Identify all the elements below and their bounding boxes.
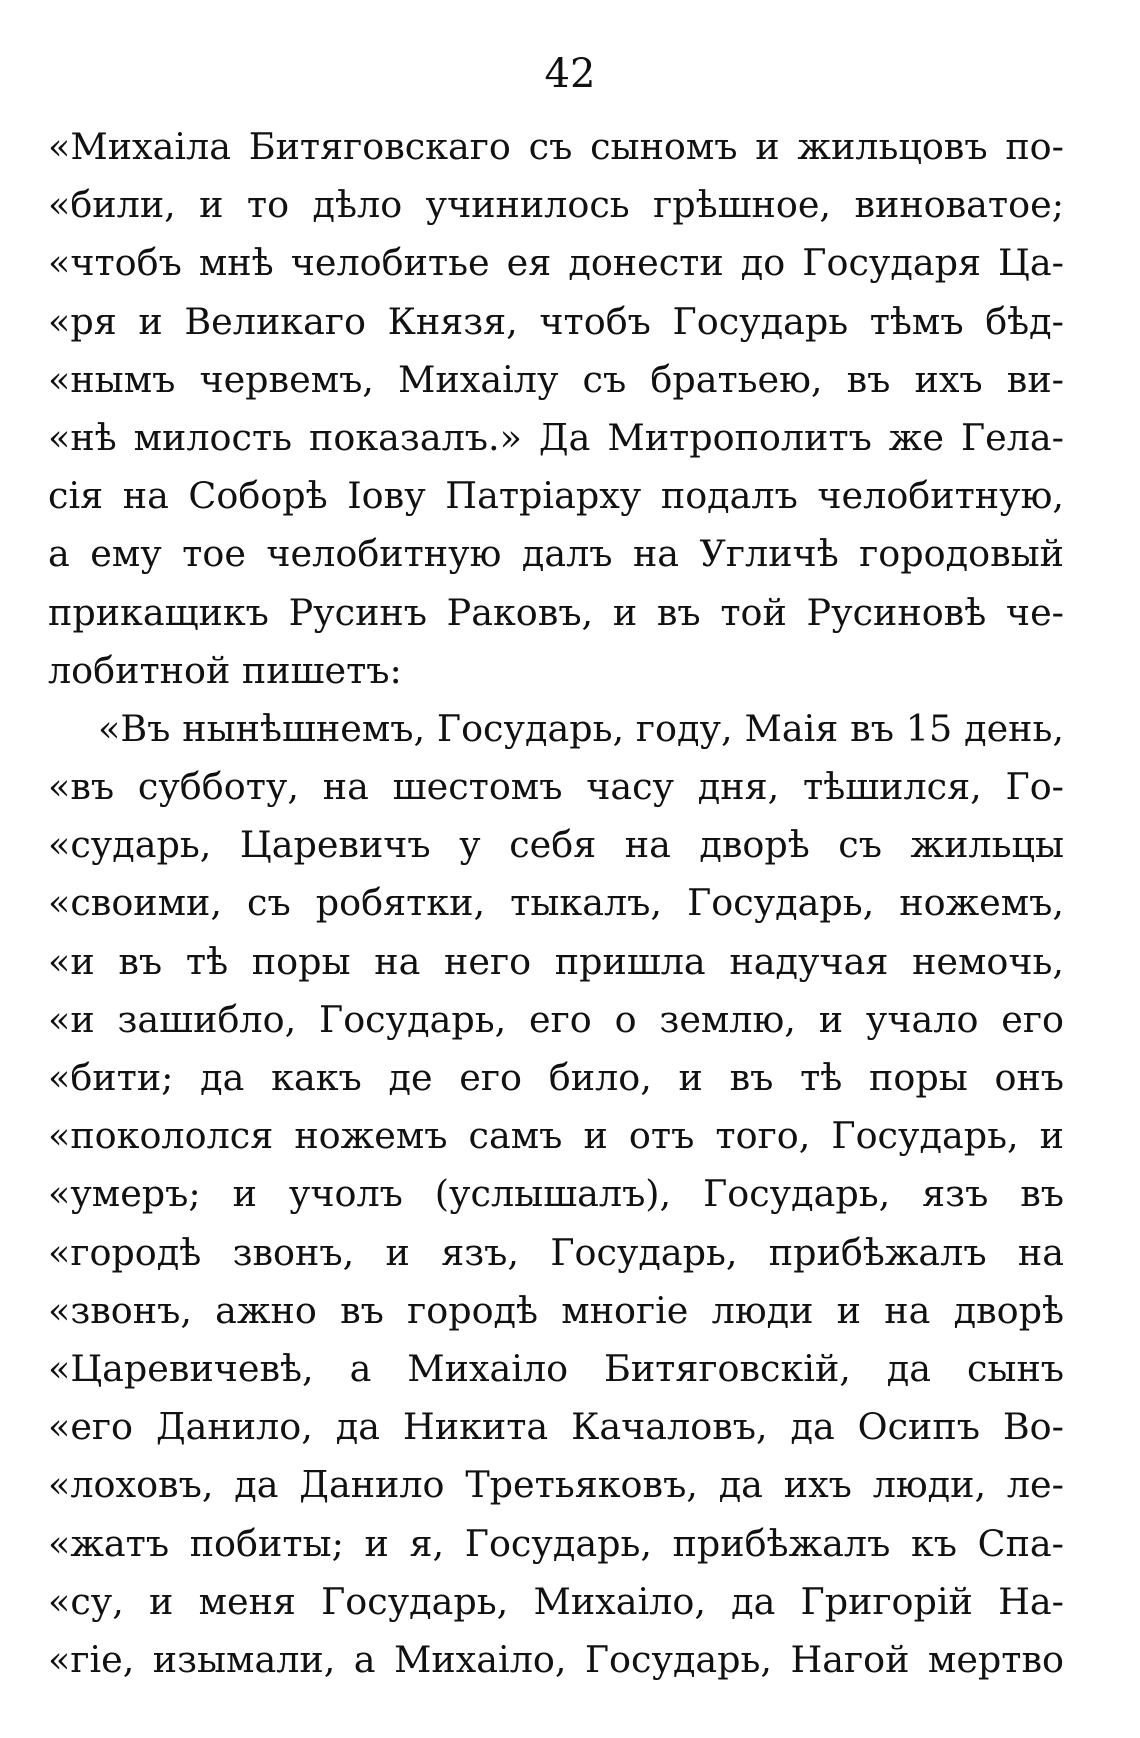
text-line: «бити; да какъ де его било, и въ тѣ поры онъ bbox=[48, 1056, 1064, 1099]
text-line: «ря и Великаго Князя, чтобъ Государь тѣмъ бѣд- bbox=[48, 299, 1064, 343]
text-line: «гiе, изымали, а Михаiло, Государь, Нагой мертво bbox=[48, 1637, 1064, 1681]
text-line: «били, и то дѣло учинилось грѣшное, виноватое; bbox=[48, 183, 1064, 227]
text-line: «Михаiла Битяговскаго съ сыномъ и жильцовъ по- bbox=[48, 125, 1064, 168]
body-text bbox=[48, 118, 1064, 1689]
text-line: сiя на Соборѣ Iову Патрiарху подалъ челобитную, bbox=[48, 474, 1064, 518]
text-line: «своими, съ робятки, тыкалъ, Государь, ножемъ, bbox=[48, 881, 1064, 925]
text-line: лобитной пишетъ: bbox=[48, 648, 402, 692]
text-line: «его Данило, да Никита Качаловъ, да Осипъ Во- bbox=[48, 1405, 1064, 1449]
text-line: «городѣ звонъ, и язъ, Государь, прибѣжалъ на bbox=[48, 1230, 1064, 1274]
text-line: «и въ тѣ поры на него пришла надучая немочь, bbox=[48, 939, 1064, 983]
text-line: «въ субботу, на шестомъ часу дня, тѣшился, Го- bbox=[48, 765, 1064, 809]
page-number: 42 bbox=[544, 51, 596, 97]
text-line: «нѣ милость показалъ.» Да Митрополитъ же Гела- bbox=[48, 415, 1064, 459]
text-line: прикащикъ Русинъ Раковъ, и въ той Русиновѣ че- bbox=[48, 590, 1064, 634]
text-line: «умеръ; и учолъ (услышалъ), Государь, язъ въ bbox=[48, 1172, 1064, 1216]
text-line: «лоховъ, да Данило Третьяковъ, да ихъ люди, ле- bbox=[48, 1463, 1064, 1507]
text-line: «Царевичевѣ, а Михаiло Битяговскiй, да сынъ bbox=[48, 1346, 1064, 1390]
text-line: «Въ нынѣшнемъ, Государь, году, Маiя въ 15 день, bbox=[98, 706, 1064, 750]
text-line: «и зашибло, Государь, его о землю, и учало его bbox=[48, 997, 1064, 1041]
text-line: «жатъ побиты; и я, Государь, прибѣжалъ къ Спа- bbox=[48, 1521, 1064, 1565]
text-line: а ему тое челобитную далъ на Угличѣ городовый bbox=[48, 532, 1064, 576]
text-line: «покололся ножемъ самъ и отъ того, Государь, и bbox=[48, 1114, 1064, 1158]
text-line: «нымъ червемъ, Михаiлу съ братьею, въ ихъ ви- bbox=[48, 357, 1064, 401]
text-line: «сударь, Царевичъ у себя на дворѣ съ жильцы bbox=[48, 823, 1064, 867]
text-line: «су, и меня Государь, Михаiло, да Григорiй На- bbox=[48, 1579, 1064, 1623]
text-line: «звонъ, ажно въ городѣ многiе люди и на дворѣ bbox=[48, 1288, 1064, 1332]
text-line: «чтобъ мнѣ челобитье ея донести до Государя Ца- bbox=[48, 241, 1064, 285]
